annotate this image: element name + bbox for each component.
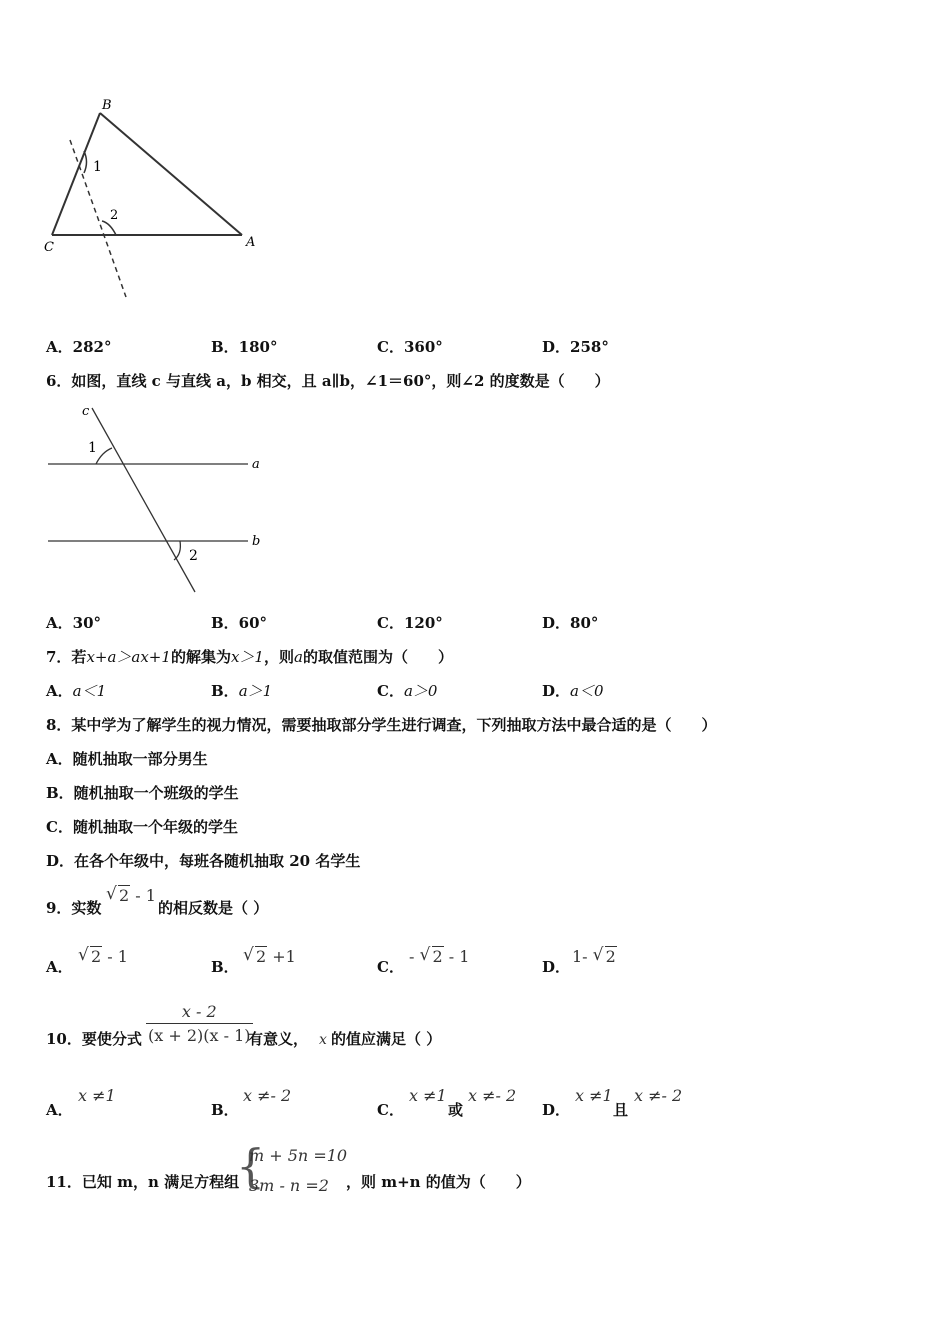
q10-option-a[interactable]: A． [46,1101,73,1119]
q9-option-b-math: √ 2 +1 [243,947,296,966]
q9-option-a-math: √ 2 - 1 [78,947,128,966]
q10-option-c-conj: 或 [448,1101,464,1119]
q9-stem-suffix: 的相反数是（ ） [158,899,269,917]
label-1: 1 [88,440,97,456]
q11-equation-1: m + 5n =10 [249,1146,348,1165]
q10-variable: x [319,1032,327,1048]
q8-option-c[interactable]: C．随机抽取一个年级的学生 [46,818,238,836]
label-b: B [102,98,112,113]
label-b: b [252,534,261,549]
q6-option-a[interactable]: A．30° [46,614,102,632]
q10-option-c-math-2: x ≠- 2 [468,1086,517,1105]
q9-option-c[interactable]: C． [377,958,404,976]
q5-option-d[interactable]: D．258° [542,338,609,356]
q6-parallel-lines-figure [40,398,280,598]
q9-option-d[interactable]: D． [542,958,571,976]
q10-stem-suffix: 的值应满足（ ） [331,1030,442,1048]
q5-option-b[interactable]: B．180° [211,338,278,356]
q6-option-c[interactable]: C．120° [377,614,443,632]
q5-triangle-figure [40,95,280,305]
side-ba [100,113,242,235]
q7-option-d[interactable]: D．a＜0 [542,682,604,700]
q9-option-c-math: - √ 2 - 1 [409,947,469,966]
q10-option-d-conj: 且 [613,1101,629,1119]
label-a: A [246,235,256,250]
label-a: a [252,457,260,472]
label-2: 2 [189,548,198,564]
q7-stem: 7．若x+a＞ax+1的解集为x＞1，则a的取值范围为（ ） [46,648,453,666]
q10-option-d-math-2: x ≠- 2 [634,1086,683,1105]
label-2: 2 [110,208,119,223]
q8-option-a[interactable]: A．随机抽取一部分男生 [46,750,208,768]
q9-stem-prefix: 9．实数 [46,899,102,917]
q10-option-a-math: x ≠1 [78,1086,116,1105]
q6-option-b[interactable]: B．60° [211,614,268,632]
q11-stem-suffix: ，则 m+n 的值为（ ） [346,1173,531,1191]
q10-stem-prefix: 10．要使分式 [46,1030,142,1048]
q10-option-c-math-1: x ≠1 [409,1086,447,1105]
q7-option-b[interactable]: B．a＞1 [211,682,273,700]
q9-option-a[interactable]: A． [46,958,73,976]
q8-option-d[interactable]: D．在各个年级中，每班各随机抽取 20 名学生 [46,852,361,870]
label-c: c [82,404,90,419]
line-c [92,408,195,592]
q6-option-d[interactable]: D．80° [542,614,599,632]
angle-1-arc [96,448,112,464]
q11-stem-prefix: 11．已知 m，n 满足方程组 [46,1173,240,1191]
q7-option-c[interactable]: C．a＞0 [377,682,438,700]
q10-option-b-math: x ≠- 2 [243,1086,292,1105]
q7-option-a[interactable]: A．a＜1 [46,682,107,700]
q5-option-a[interactable]: A．282° [46,338,112,356]
q10-option-d[interactable]: D． [542,1101,571,1119]
label-1: 1 [93,159,102,175]
q9-option-d-math: 1- √ 2 [572,947,617,966]
q10-fraction: $\frac{x - 2}{(x + 2)(x - 1)}$ [148,1002,251,1045]
q9-option-b[interactable]: B． [211,958,239,976]
angle-2-arc [102,221,116,235]
q10-option-b[interactable]: B． [211,1101,239,1119]
q11-brace: { [236,1139,266,1193]
q10-stem-mid: 有意义， [248,1030,309,1048]
q10-option-d-math-1: x ≠1 [575,1086,613,1105]
q8-option-b[interactable]: B．随机抽取一个班级的学生 [46,784,239,802]
q11-equation-2: 3m - n =2 [249,1176,329,1195]
label-c: C [44,240,54,255]
q9-expression: √ 2 - 1 [106,886,156,905]
q10-option-c[interactable]: C． [377,1101,404,1119]
q5-option-c[interactable]: C．360° [377,338,443,356]
q6-stem: 6．如图，直线 c 与直线 a，b 相交，且 a∥b，∠1＝60°，则∠2 的度数是（ ） [46,372,610,390]
q8-stem: 8．某中学为了解学生的视力情况，需要抽取部分学生进行调查，下列抽取方法中最合适的是（ ） [46,716,717,734]
